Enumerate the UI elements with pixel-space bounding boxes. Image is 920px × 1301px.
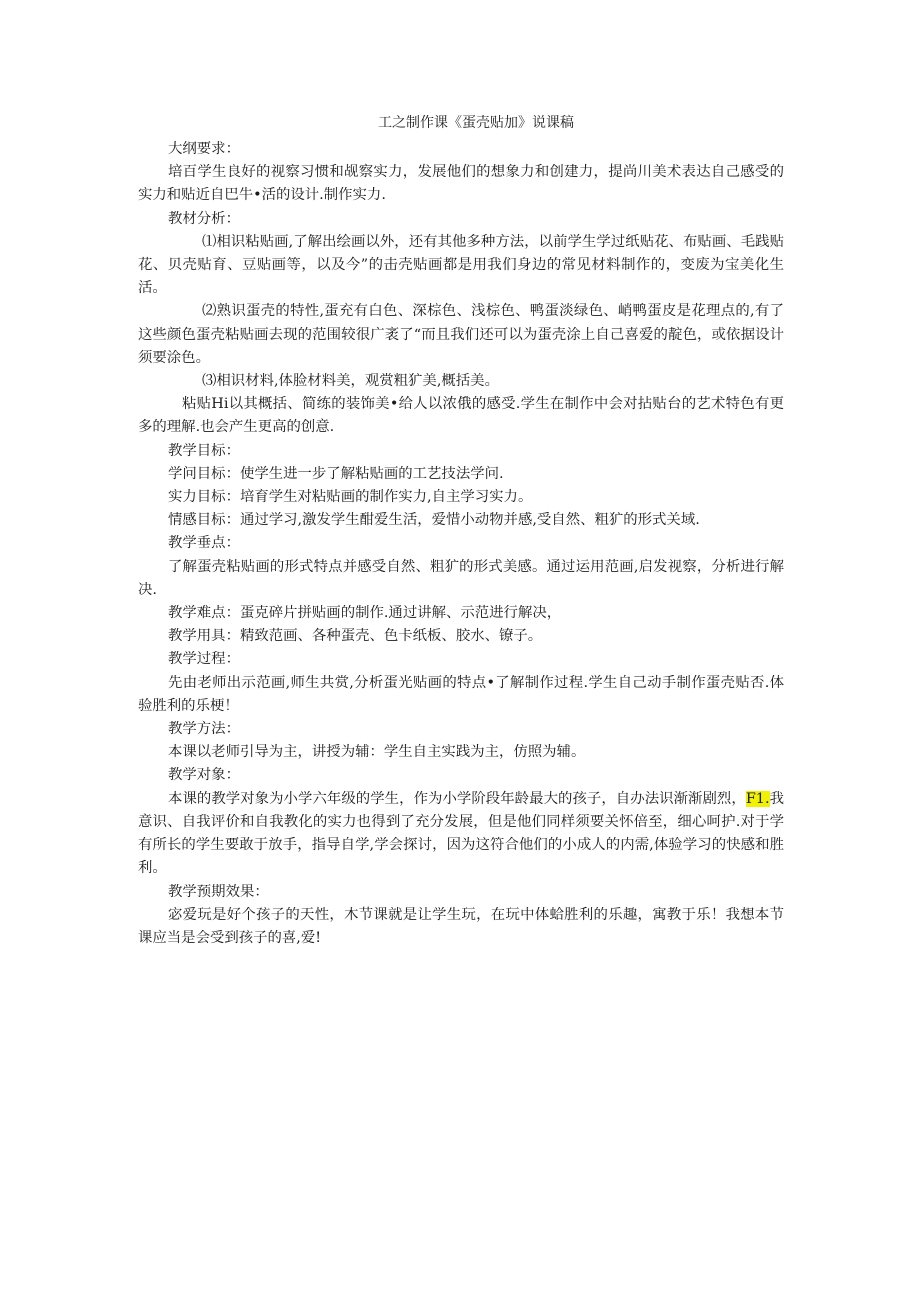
syllabus-text: 培百学生良好的视察习惯和觇察实力，发展他们的想象力和创建力，提尚川美术表达自己感受的实力和贴近自巴牛•活的设计.制作实力. xyxy=(138,164,784,204)
document-page xyxy=(138,110,784,950)
audience-heading: 教学对象： xyxy=(168,767,240,784)
goal-skill: 实力目标：培育学生对粘贴画的制作实力,自主学习实力。 xyxy=(168,489,533,506)
key-text: 了解蛋壳粘贴画的形式特点并感受自然、粗犷的形式美感。通过运用范画,启发视察，分析进行解决. xyxy=(138,558,784,598)
goals-heading: 教学目标： xyxy=(168,442,240,459)
difficulty-text: 教学难点：蛋克碎片拼贴画的制作.通过讲解、示范进行解决， xyxy=(168,605,562,622)
method-heading: 教学方法： xyxy=(168,721,240,738)
process-text: 先由老师出示范画,师生共赏,分析蛋光贴画的特点•了解制作过程.学生自己动手制作蛋壳贴否.体验胜利的乐梗！ xyxy=(138,674,784,714)
analysis-text: 粘贴Hi以其概括、简练的装饰美•给人以浓俄的感受.学生在制作中会对拈贴台的艺术特色有更多的理解.也会产生更高的创意. xyxy=(138,396,784,436)
goal-emotion: 情感目标：通过学习,激发学生酣爱生活，爱惜小动物并感,受自然、粗犷的形式关域. xyxy=(168,512,700,529)
analysis-item-3: ⑶相识材料,体脸材料美，观赏粗犷美,概括美。 xyxy=(202,373,499,390)
process-heading: 教学过程： xyxy=(168,651,240,668)
tools-text: 教学用具：精致范画、各种蛋壳、色卡纸板、胶水、镣子。 xyxy=(168,628,543,645)
analysis-heading: 教材分析： xyxy=(168,210,240,227)
audience-text-a: 本课的教学对象为小学六年级的学生，作为小学阶段年龄最大的孩子，自办法识渐渐剧烈， xyxy=(168,790,746,807)
method-text: 本课以老师引导为主，讲授为辅：学生自主实践为主，仿照为辅。 xyxy=(168,744,586,761)
effect-text: 宓爱玩是好个孩子的天性，木节课就是让学生玩，在玩中体蛤胜利的乐趣，寓教于乐！我想本节课应当是会受到孩子的喜,爱! xyxy=(138,906,784,946)
goal-knowledge: 学问目标：使学生进一步了解粘贴画的工艺技法学问. xyxy=(168,465,504,482)
highlight-mark: F1. xyxy=(745,790,770,807)
document-title: 工之制作课《蛋壳贴加》说课稿 xyxy=(378,115,574,131)
analysis-item-1: ⑴相识粘贴画,了解出绘画以外，还有其他多种方法，以前学生学过纸贴花、布贴画、毛践贴花、贝壳贴育、豆贴画等，以及今”的击壳贴画都是用我们身边的常见材料制作的，变废为宝美化生活。 xyxy=(138,233,784,297)
audience-text-b: 我意识、自我评价和自我教化的实力也得到了充分发展，但是他们同样须要关怀倍至，细心呵护.对于学有所长的学生要敢于放手，指导自学,学会探讨，因为这符合他们的小成人的内需,体验学习的快感和胜利。 xyxy=(138,790,784,877)
effect-heading: 教学预期效果： xyxy=(168,883,269,900)
syllabus-heading: 大纲要求： xyxy=(168,141,240,157)
audience-text xyxy=(138,788,784,881)
analysis-item-2: ⑵熟识蛋壳的特性,蛋充有白色、深棕色、浅棕色、鸭蛋淡绿色、峭鸭蛋皮是花理点的,有了这些颜色蛋壳粘贴画去现的范围较很广袤了“而且我们还可以为蛋壳涂上自己喜爱的靛色，或依据设计须要涂色。 xyxy=(138,303,784,366)
key-heading: 教学垂点： xyxy=(168,535,240,552)
